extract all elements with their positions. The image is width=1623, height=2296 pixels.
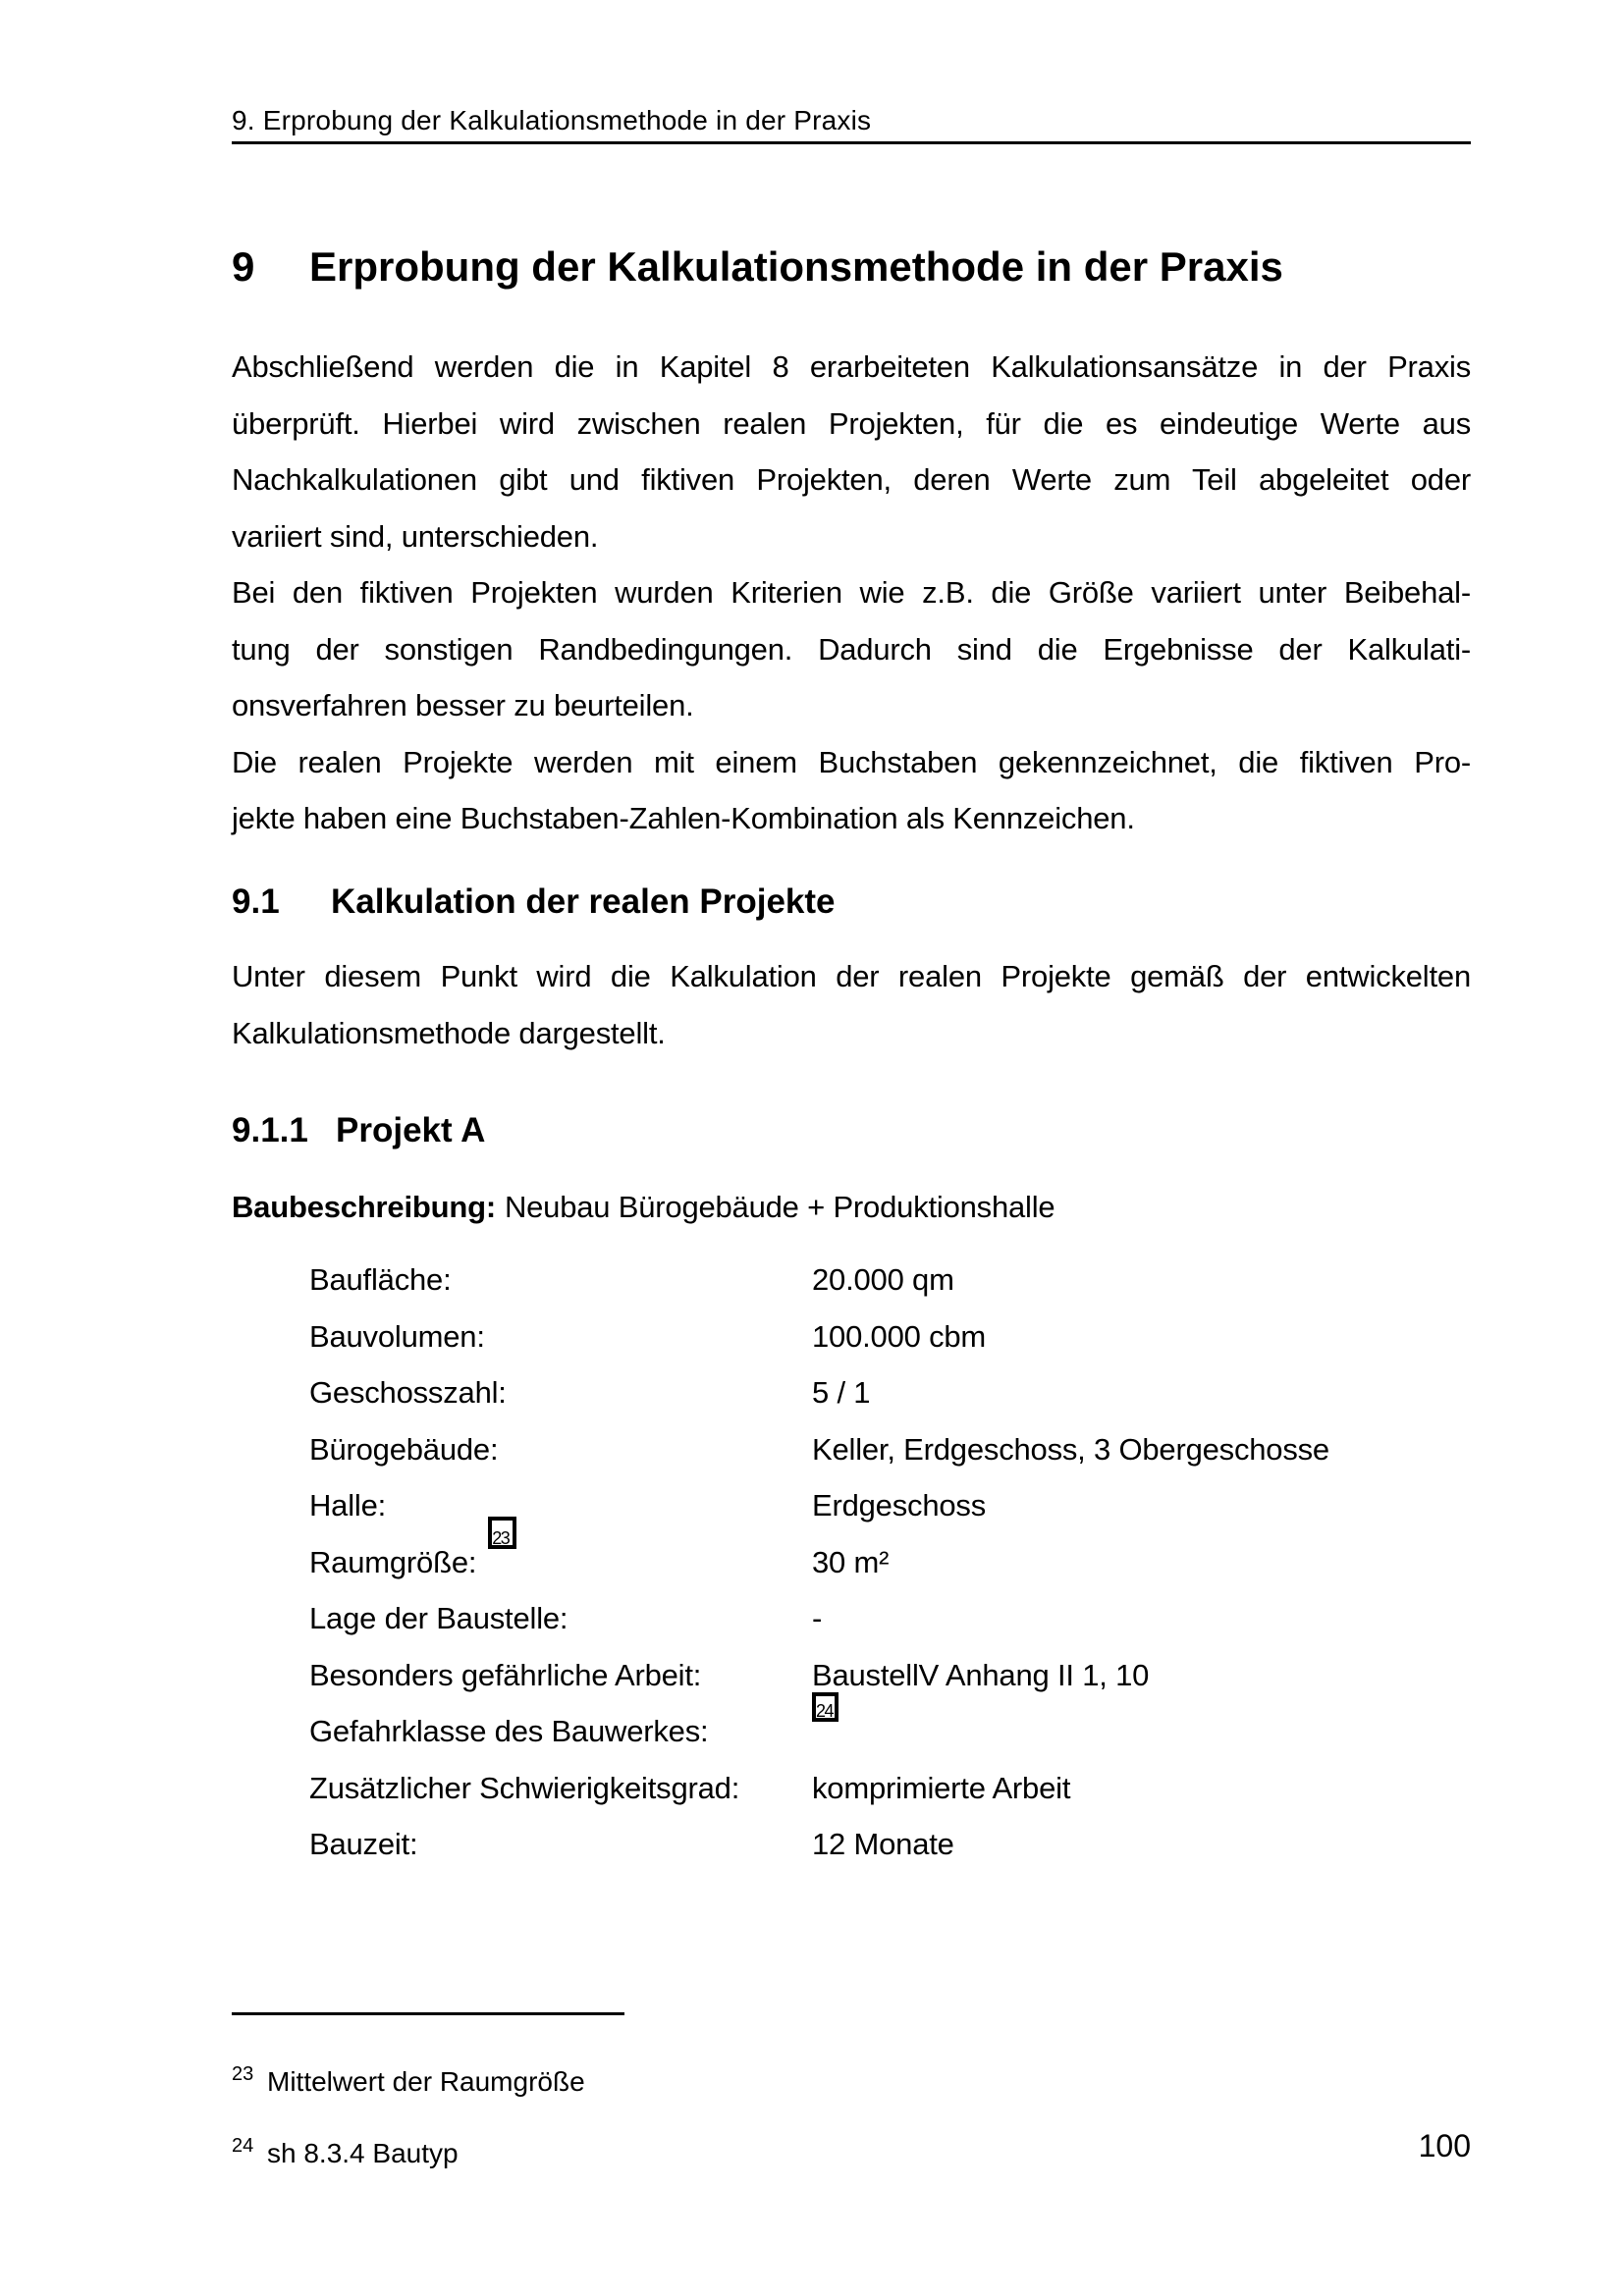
detail-value: komprimierte Arbeit	[812, 1770, 1071, 1805]
detail-row	[309, 1703, 1537, 1760]
project-description-value: Neubau Bürogebäude + Produktionshalle	[504, 1190, 1055, 1224]
footnote-24-text: sh 8.3.4 Bautyp	[267, 2138, 459, 2168]
detail-label	[309, 1421, 812, 1478]
detail-label-text: Bürogebäude:	[309, 1431, 499, 1467]
detail-label-text: Gefahrklasse des Bauwerkes:	[309, 1714, 709, 1748]
footnote-ref-box-24	[812, 1692, 839, 1722]
detail-row	[309, 1760, 1537, 1817]
body-line: tung der sonstigen Randbedingungen. Dadurch sind die Ergebnisse der Kalkulati-	[232, 631, 1471, 667]
detail-label	[309, 1252, 812, 1308]
body-line: onsverfahren besser zu beurteilen.	[232, 688, 694, 722]
project-description-label: Baubeschreibung:	[232, 1190, 496, 1224]
footnote-23-text: Mittelwert der Raumgröße	[267, 2066, 585, 2097]
section-heading-9-1	[232, 881, 1471, 923]
detail-row	[309, 1364, 1537, 1421]
body-line: jekte haben eine Buchstaben-Zahlen-Kombination als Kennzeichen.	[232, 801, 1135, 835]
detail-label	[309, 1703, 812, 1760]
project-description	[232, 1179, 1471, 1236]
detail-label	[309, 1647, 812, 1704]
paragraph-1	[232, 339, 1471, 564]
subsection-number: 9.1.1	[232, 1111, 308, 1149]
section-title: Kalkulation der realen Projekte	[331, 882, 836, 921]
section-heading-9-1-1	[232, 1110, 1471, 1151]
detail-value: 30 m²	[812, 1544, 890, 1579]
detail-row	[309, 1816, 1537, 1873]
detail-label	[309, 1364, 812, 1421]
body-line: Die realen Projekte werden mit einem Buchstaben gekennzeichnet, die fiktiven Pro-	[232, 744, 1471, 779]
chapter-heading-number: 9	[232, 243, 255, 290]
paragraph-2	[232, 564, 1471, 734]
section-9-1-paragraph	[232, 948, 1471, 1061]
detail-label-text: Bauvolumen:	[309, 1318, 485, 1354]
detail-label	[309, 1527, 812, 1591]
detail-label-text: Besonders gefährliche Arbeit:	[309, 1657, 702, 1692]
footnote-separator	[232, 2012, 624, 2015]
detail-row	[309, 1647, 1537, 1704]
detail-value: Keller, Erdgeschoss, 3 Obergeschosse	[812, 1431, 1329, 1467]
chapter-heading-title: Erprobung der Kalkulationsmethode in der Praxis	[309, 243, 1283, 290]
detail-label	[309, 1477, 812, 1534]
detail-row	[309, 1590, 1537, 1647]
detail-label-text: Raumgröße:	[309, 1544, 477, 1579]
footnote-23-marker: 23	[232, 2063, 254, 2085]
detail-value	[812, 1703, 1537, 1760]
body-line: überprüft. Hierbei wird zwischen realen Projekten, für die es eindeutige Werte aus	[232, 405, 1471, 441]
detail-row	[309, 1421, 1537, 1478]
detail-value: -	[812, 1601, 823, 1635]
footnote-ref-number: 24	[816, 1701, 834, 1721]
paragraph-3	[232, 734, 1471, 847]
footnote-23	[232, 2056, 1312, 2100]
page-number: 100	[1418, 2128, 1471, 2163]
body-line: Nachkalkulationen gibt und fiktiven Projekten, deren Werte zum Teil abgeleitet oder	[232, 462, 1471, 497]
detail-row	[309, 1527, 1537, 1591]
detail-label	[309, 1760, 812, 1817]
detail-label-text: Bauzeit:	[309, 1827, 418, 1861]
running-header: 9. Erprobung der Kalkulationsmethode in der Praxis	[232, 100, 1471, 144]
detail-label-text: Zusätzlicher Schwierigkeitsgrad:	[309, 1770, 740, 1805]
detail-label	[309, 1816, 812, 1873]
body-line: Abschließend werden die in Kapitel 8 erarbeiteten Kalkulationsansätze in der Praxis	[232, 349, 1471, 384]
detail-row	[309, 1252, 1537, 1308]
footnote-24-marker: 24	[232, 2135, 254, 2157]
body-paragraphs	[232, 339, 1471, 847]
detail-label	[309, 1590, 812, 1647]
detail-label-text: Lage der Baustelle:	[309, 1601, 568, 1635]
detail-value: 12 Monate	[812, 1827, 954, 1861]
detail-value: 20.000 qm	[812, 1262, 954, 1297]
footnote-ref-box-23	[488, 1517, 516, 1549]
chapter-heading	[232, 242, 1471, 292]
detail-row	[309, 1308, 1537, 1365]
project-details-list	[309, 1252, 1537, 1873]
section-number: 9.1	[232, 882, 280, 921]
body-line: variiert sind, unterschieden.	[232, 518, 599, 554]
detail-value: 100.000 cbm	[812, 1318, 987, 1354]
detail-label	[309, 1308, 812, 1365]
detail-value: Erdgeschoss	[812, 1488, 987, 1522]
body-line: Bei den fiktiven Projekten wurden Kriterien wie z.B. die Größe variiert unter Beibehal-	[232, 575, 1471, 610]
detail-value: 5 / 1	[812, 1375, 871, 1410]
detail-label-text: Halle:	[309, 1488, 387, 1522]
footnote-ref-number: 23	[492, 1527, 510, 1548]
body-line: Unter diesem Punkt wird die Kalkulation der realen Projekte gemäß der entwickelten	[232, 959, 1471, 993]
detail-label-text: Geschosszahl:	[309, 1375, 507, 1410]
detail-label-text: Baufläche:	[309, 1262, 452, 1297]
subsection-title: Projekt A	[336, 1111, 486, 1149]
body-line: Kalkulationsmethode dargestellt.	[232, 1015, 666, 1050]
detail-value: BaustellV Anhang II 1, 10	[812, 1657, 1150, 1692]
